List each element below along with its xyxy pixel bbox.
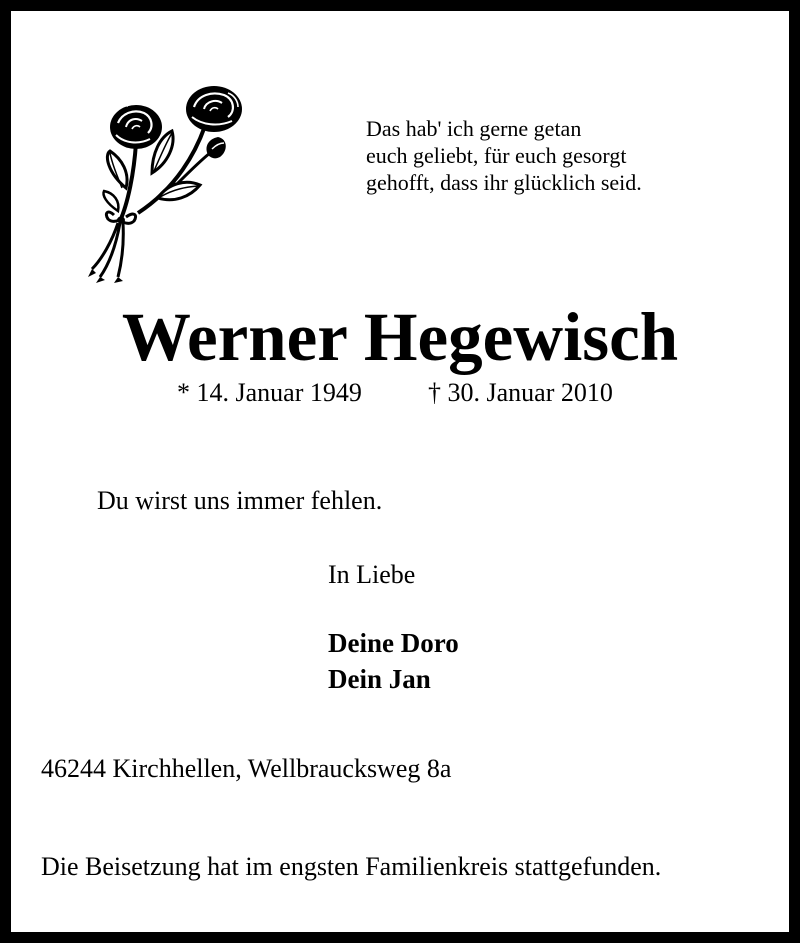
signature-name: Deine Doro [328,628,459,658]
closing-phrase: In Liebe [328,560,416,589]
deceased-name: Werner Hegewisch [121,299,679,375]
birth-date: * 14. Januar 1949 [177,378,362,407]
death-date: † 30. Januar 2010 [428,378,613,407]
family-address: 46244 Kirchhellen, Wellbraucksweg 8a [41,754,452,783]
poem-line: gehofft, dass ihr glücklich seid. [366,170,642,195]
poem-line: euch geliebt, für euch gesorgt [366,143,627,168]
funeral-note: Die Beisetzung hat im engsten Familienkreis stattgefunden. [41,852,662,881]
poem-verse [366,115,642,196]
roses-icon [78,73,248,285]
farewell-message: Du wirst uns immer fehlen. [97,486,383,515]
poem-line: Das hab' ich gerne getan [366,116,582,141]
signature-name: Dein Jan [328,664,431,694]
